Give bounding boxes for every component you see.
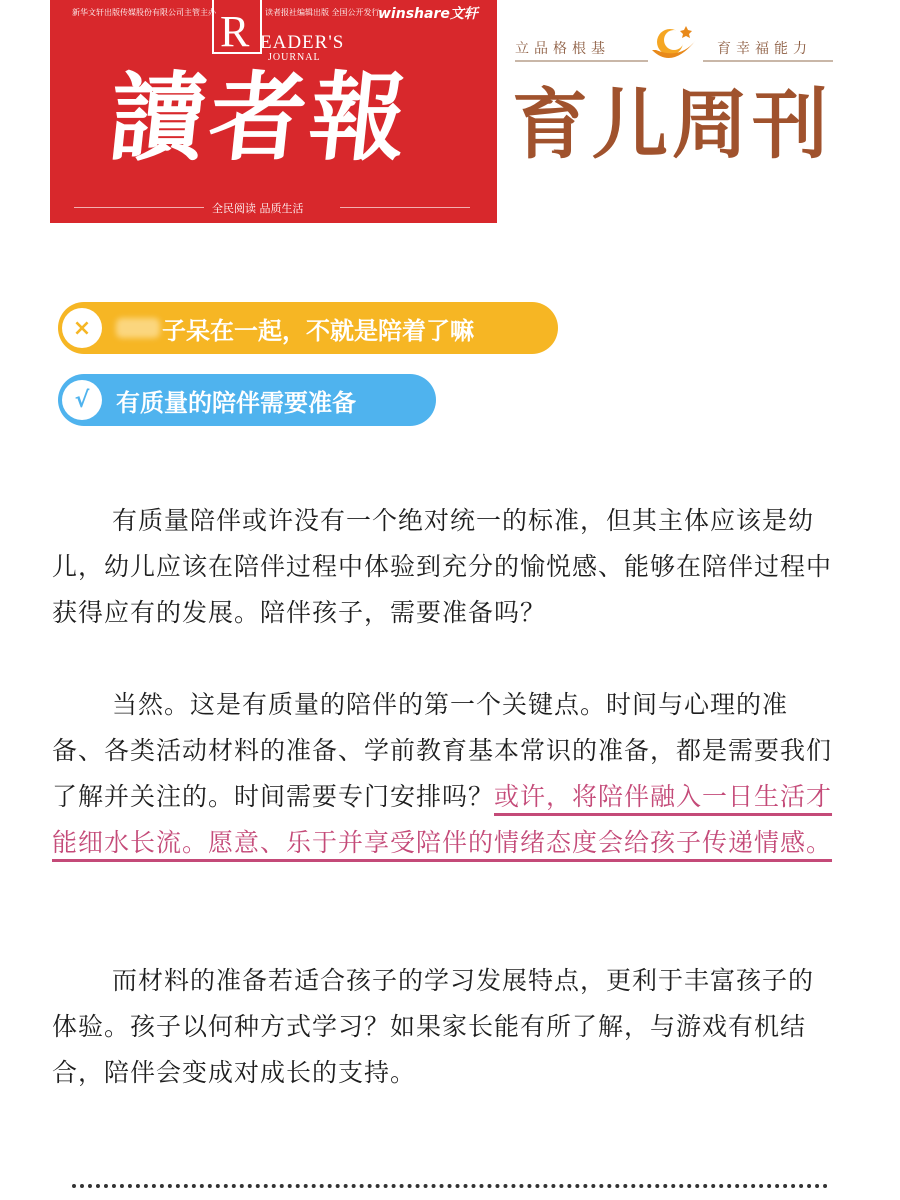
dotted-divider (72, 1184, 828, 1188)
article-paragraph-1: 有质量陪伴或许没有一个绝对统一的标准，但其主体应该是幼儿，幼儿应该在陪伴过程中体验到充分的愉悦感、能够在陪伴过程中获得应有的发展。陪伴孩子，需要准备吗？ (52, 506, 833, 627)
masthead-title: 讀者報 (104, 61, 416, 174)
slogan-left: 立品格根基 (515, 41, 610, 57)
article-paragraph-2 (52, 682, 838, 866)
cross-icon: × (62, 308, 102, 348)
misconception-pill (58, 302, 558, 354)
readers-journal-masthead (50, 0, 497, 223)
highlighted-sentence: 或许，将陪伴融入一日生活才能细水长流。愿意、乐于并享受陪伴的情绪态度会给孩子传递情感。 (52, 782, 833, 857)
article-paragraph-3: 而材料的准备若适合孩子的学习发展特点，更利于丰富孩子的体验。孩子以何种方式学习？如果家长能有所了解，与游戏有机结合，陪伴会变成对成长的支持。 (52, 966, 815, 1087)
misconception-text: 子呆在一起，不就是陪着了嘛 (162, 316, 474, 345)
tagline-rule-right (340, 207, 470, 208)
paragraph-2-text: 当然。这是有质量的陪伴的第一个关键点。时间与心理的准备、各类活动材料的准备、学前教育基本常识的准备，都是需要我们了解并关注的。时间需要专门安排吗？ (52, 690, 833, 811)
readers-journal-r: R (220, 7, 250, 56)
correct-view-pill (58, 374, 436, 426)
masthead-tagline: 全民阅读 品质生活 (212, 202, 304, 215)
winshare-logo: winshare文轩 (378, 6, 478, 22)
correct-view-text: 有质量的陪伴需要准备 (116, 388, 356, 417)
slogan-rule-left (515, 60, 648, 62)
tagline-rule-left (74, 207, 204, 208)
publisher-mid: 读者报社编辑出版 全国公开发行 (265, 8, 380, 17)
redacted-text (116, 318, 160, 338)
slogan-rule-right (703, 60, 833, 62)
parenting-weekly-title: 育儿周刊 (512, 80, 832, 169)
readers-journal-journal: JOURNAL (268, 52, 321, 63)
check-icon: √ (62, 380, 102, 420)
masthead-tagline-row (50, 198, 497, 216)
readers-journal-eaders: EADER'S (260, 32, 345, 53)
masthead-top-line (50, 4, 497, 20)
sun-swoosh-icon (646, 20, 702, 70)
slogan-right: 育幸福能力 (717, 41, 812, 57)
publisher-line: 新华文轩出版传媒股份有限公司主管主办 (72, 8, 216, 17)
